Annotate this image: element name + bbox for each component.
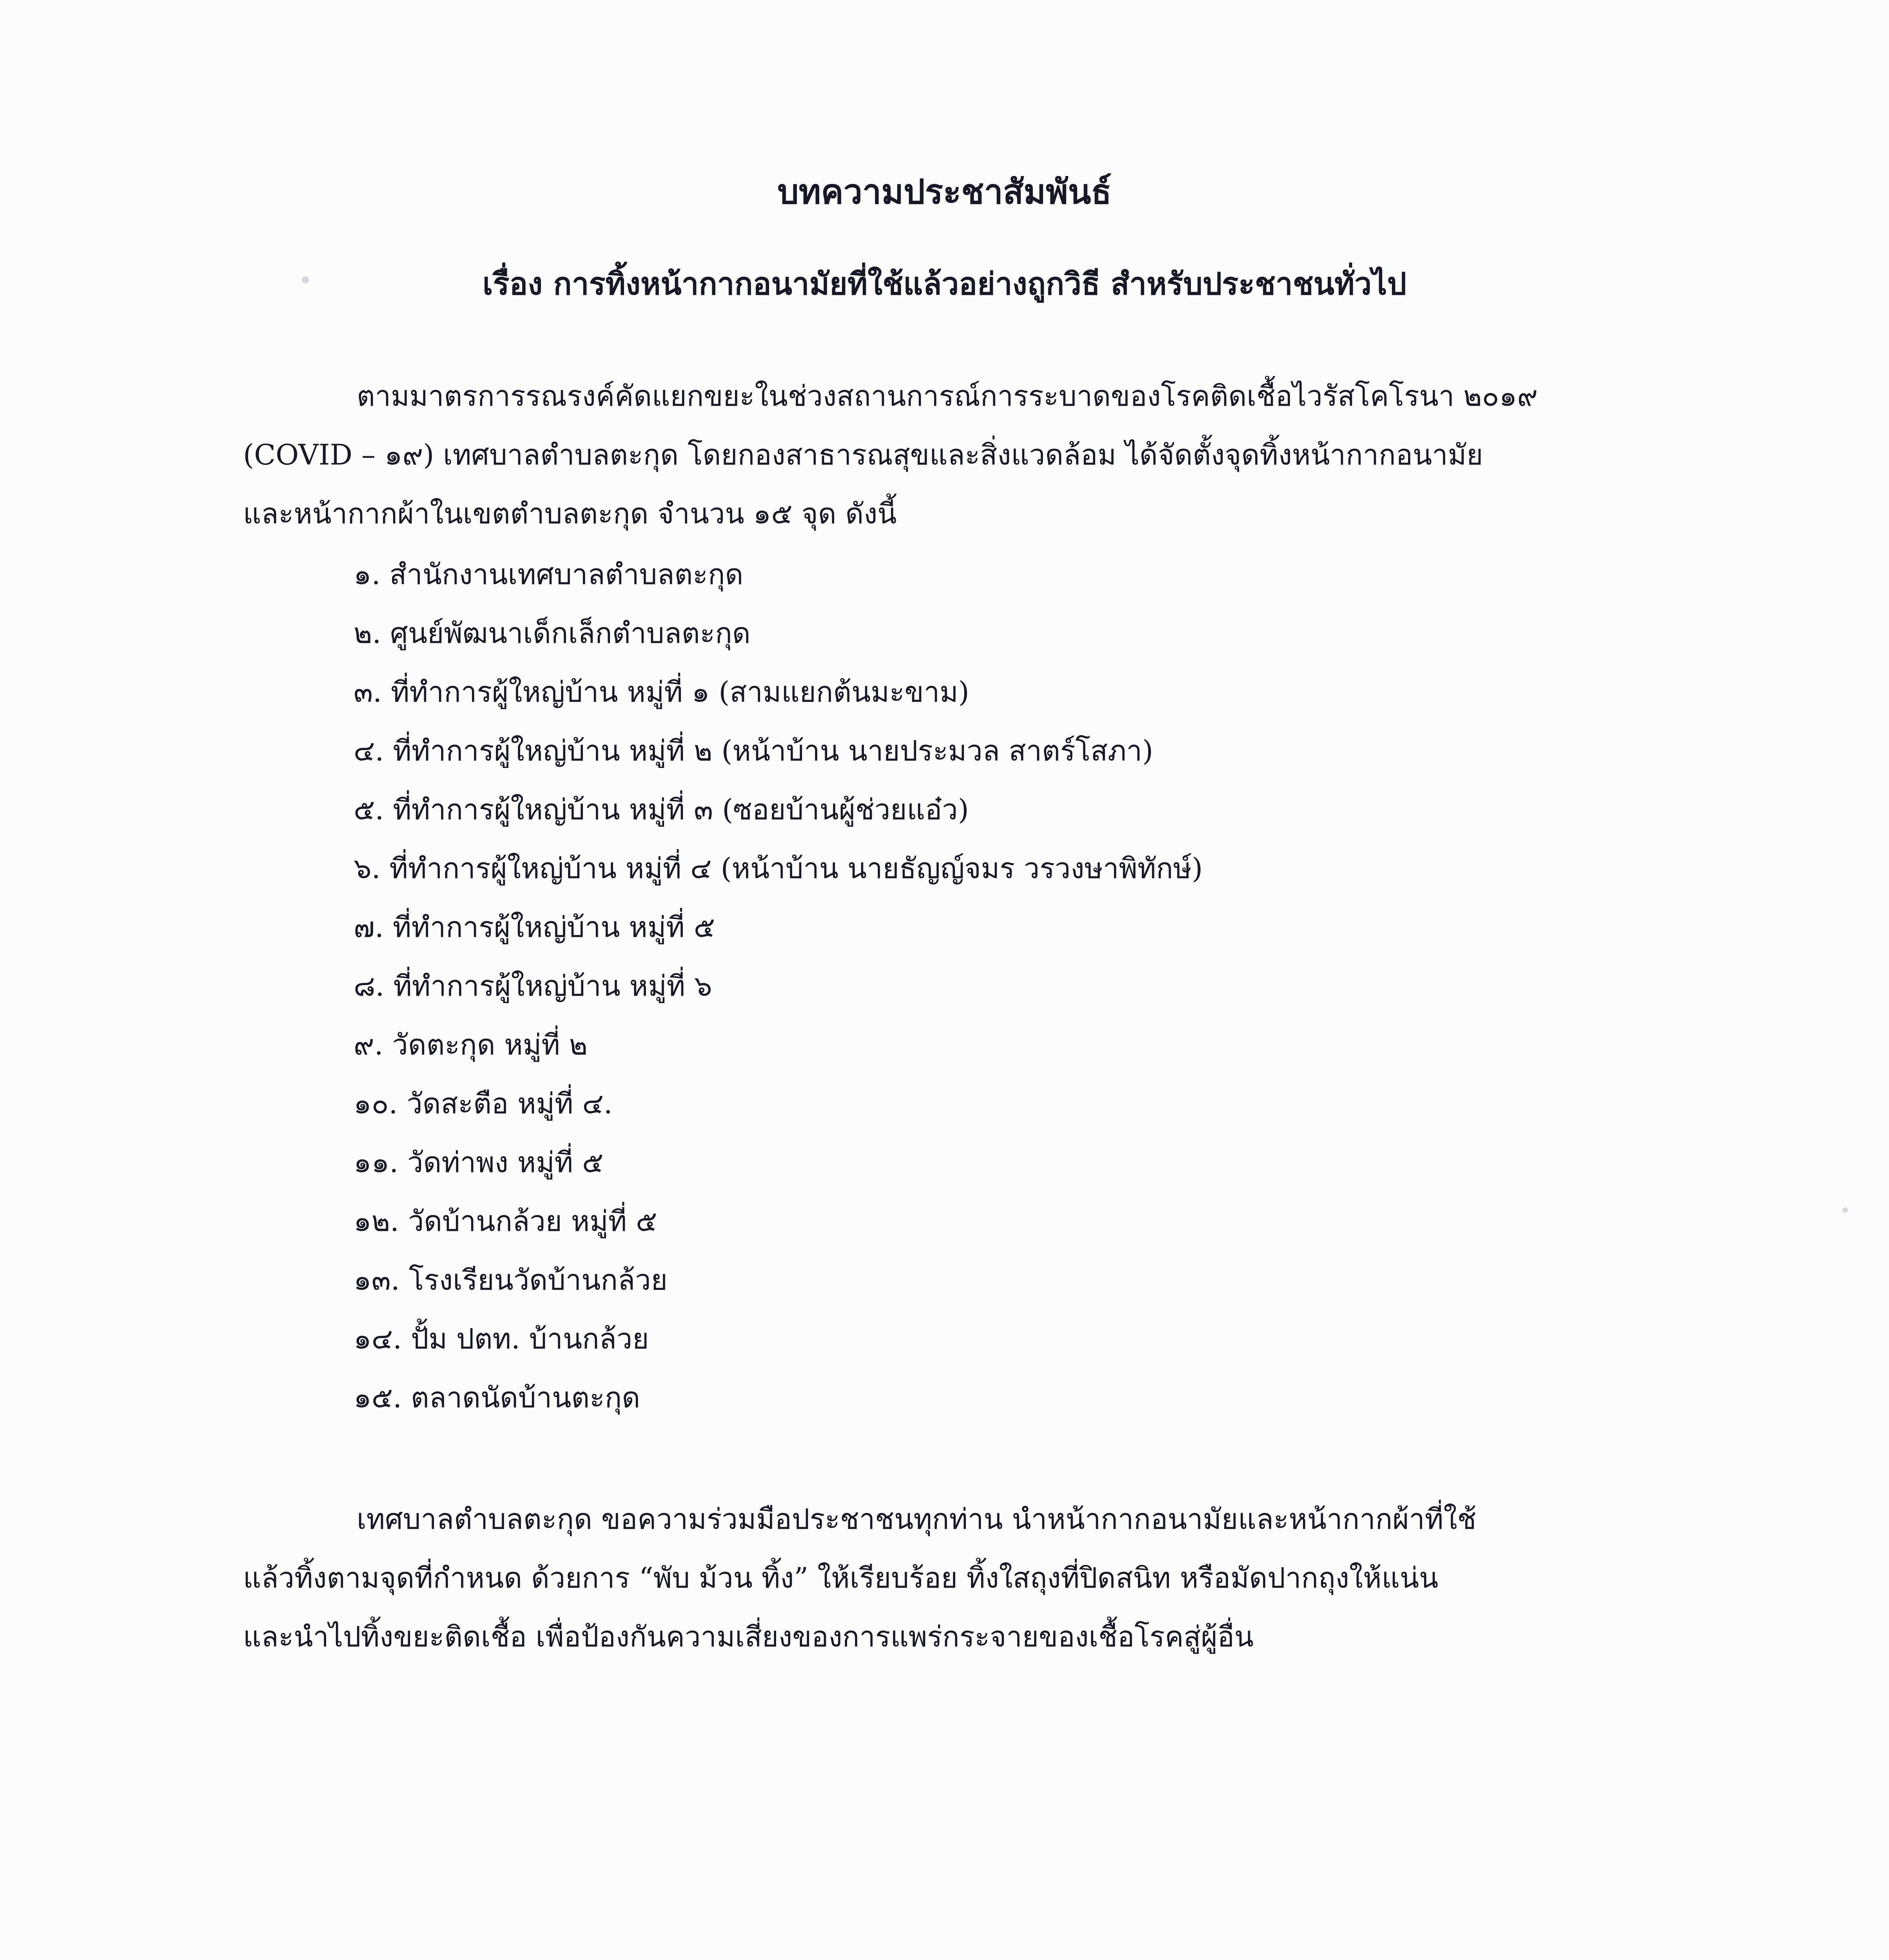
list-item: ๒. ศูนย์พัฒนาเด็กเล็กตำบลตะกุด (354, 617, 751, 650)
closing-line: และนำไปทิ้งขยะติดเชื้อ เพื่อป้องกันความเสี่ยงของการแพร่กระจายของเชื้อโรคสู่ผู้อื่น (243, 1620, 1254, 1653)
list-item: ๕. ที่ทำการผู้ใหญ่บ้าน หมู่ที่ ๓ (ซอยบ้านผู้ช่วยแอ๋ว) (354, 793, 969, 826)
scan-speck (1842, 1207, 1848, 1213)
intro-line: (COVID – ๑๙) เทศบาลตำบลตะกุด โดยกองสาธารณสุขและสิ่งแวดล้อม ได้จัดตั้งจุดทิ้งหน้ากากอนามัย (243, 438, 1483, 471)
intro-line: ตามมาตรการรณรงค์คัดแยกขยะในช่วงสถานการณ์การระบาดของโรคติดเชื้อไวรัสโคโรนา ๒๐๑๙ (357, 379, 1538, 412)
document-title: บทความประชาสัมพันธ์ (777, 172, 1112, 212)
list-item: ๔. ที่ทำการผู้ใหญ่บ้าน หมู่ที่ ๒ (หน้าบ้าน นายประมวล สาตร์โสภา) (354, 734, 1153, 767)
list-item: ๓. ที่ทำการผู้ใหญ่บ้าน หมู่ที่ ๑ (สามแยกต้นมะขาม) (354, 675, 969, 708)
closing-line: แล้วทิ้งตามจุดที่กำหนด ด้วยการ “พับ ม้วน ทิ้ง” ให้เรียบร้อย ทิ้งใสถุงที่ปิดสนิท หรือมัดปากถุงให้แน่น (243, 1561, 1439, 1594)
intro-paragraph (243, 367, 1678, 543)
list-item: ๑๓. โรงเรียนวัดบ้านกล้วย (354, 1263, 668, 1296)
closing-paragraph (243, 1490, 1678, 1666)
list-item: ๑๒. วัดบ้านกล้วย หมู่ที่ ๕ (354, 1205, 657, 1238)
intro-line: และหน้ากากผ้าในเขตตำบลตะกุด จำนวน ๑๕ จุด ดังนี้ (243, 497, 897, 530)
disposal-point-list (354, 545, 1608, 1427)
list-item: ๖. ที่ทำการผู้ใหญ่บ้าน หมู่ที่ ๔ (หน้าบ้าน นายธัญญ์จมร วรวงษาพิทักษ์) (354, 852, 1203, 885)
list-item: ๘. ที่ทำการผู้ใหญ่บ้าน หมู่ที่ ๖ (354, 969, 712, 1002)
list-item: ๑๕. ตลาดนัดบ้านตะกุด (354, 1381, 641, 1414)
list-item: ๗. ที่ทำการผู้ใหญ่บ้าน หมู่ที่ ๕ (354, 911, 715, 944)
closing-line: เทศบาลตำบลตะกุด ขอความร่วมมือประชาชนทุกท่าน นำหน้ากากอนามัยและหน้ากากผ้าที่ใช้ (357, 1503, 1477, 1535)
list-item: ๑๑. วัดท่าพง หมู่ที่ ๕ (354, 1146, 604, 1179)
scan-speck (302, 276, 309, 283)
document-subject: เรื่อง การทิ้งหน้ากากอนามัยที่ใช้แล้วอย่างถูกวิธี สำหรับประชาชนทั่วไป (482, 266, 1407, 302)
list-item: ๑. สำนักงานเทศบาลตำบลตะกุด (354, 558, 744, 591)
list-item: ๑๔. ปั้ม ปตท. บ้านกล้วย (354, 1322, 649, 1355)
list-item: ๙. วัดตะกุด หมู่ที่ ๒ (354, 1028, 588, 1061)
list-item: ๑๐. วัดสะตือ หมู่ที่ ๔. (354, 1087, 613, 1120)
